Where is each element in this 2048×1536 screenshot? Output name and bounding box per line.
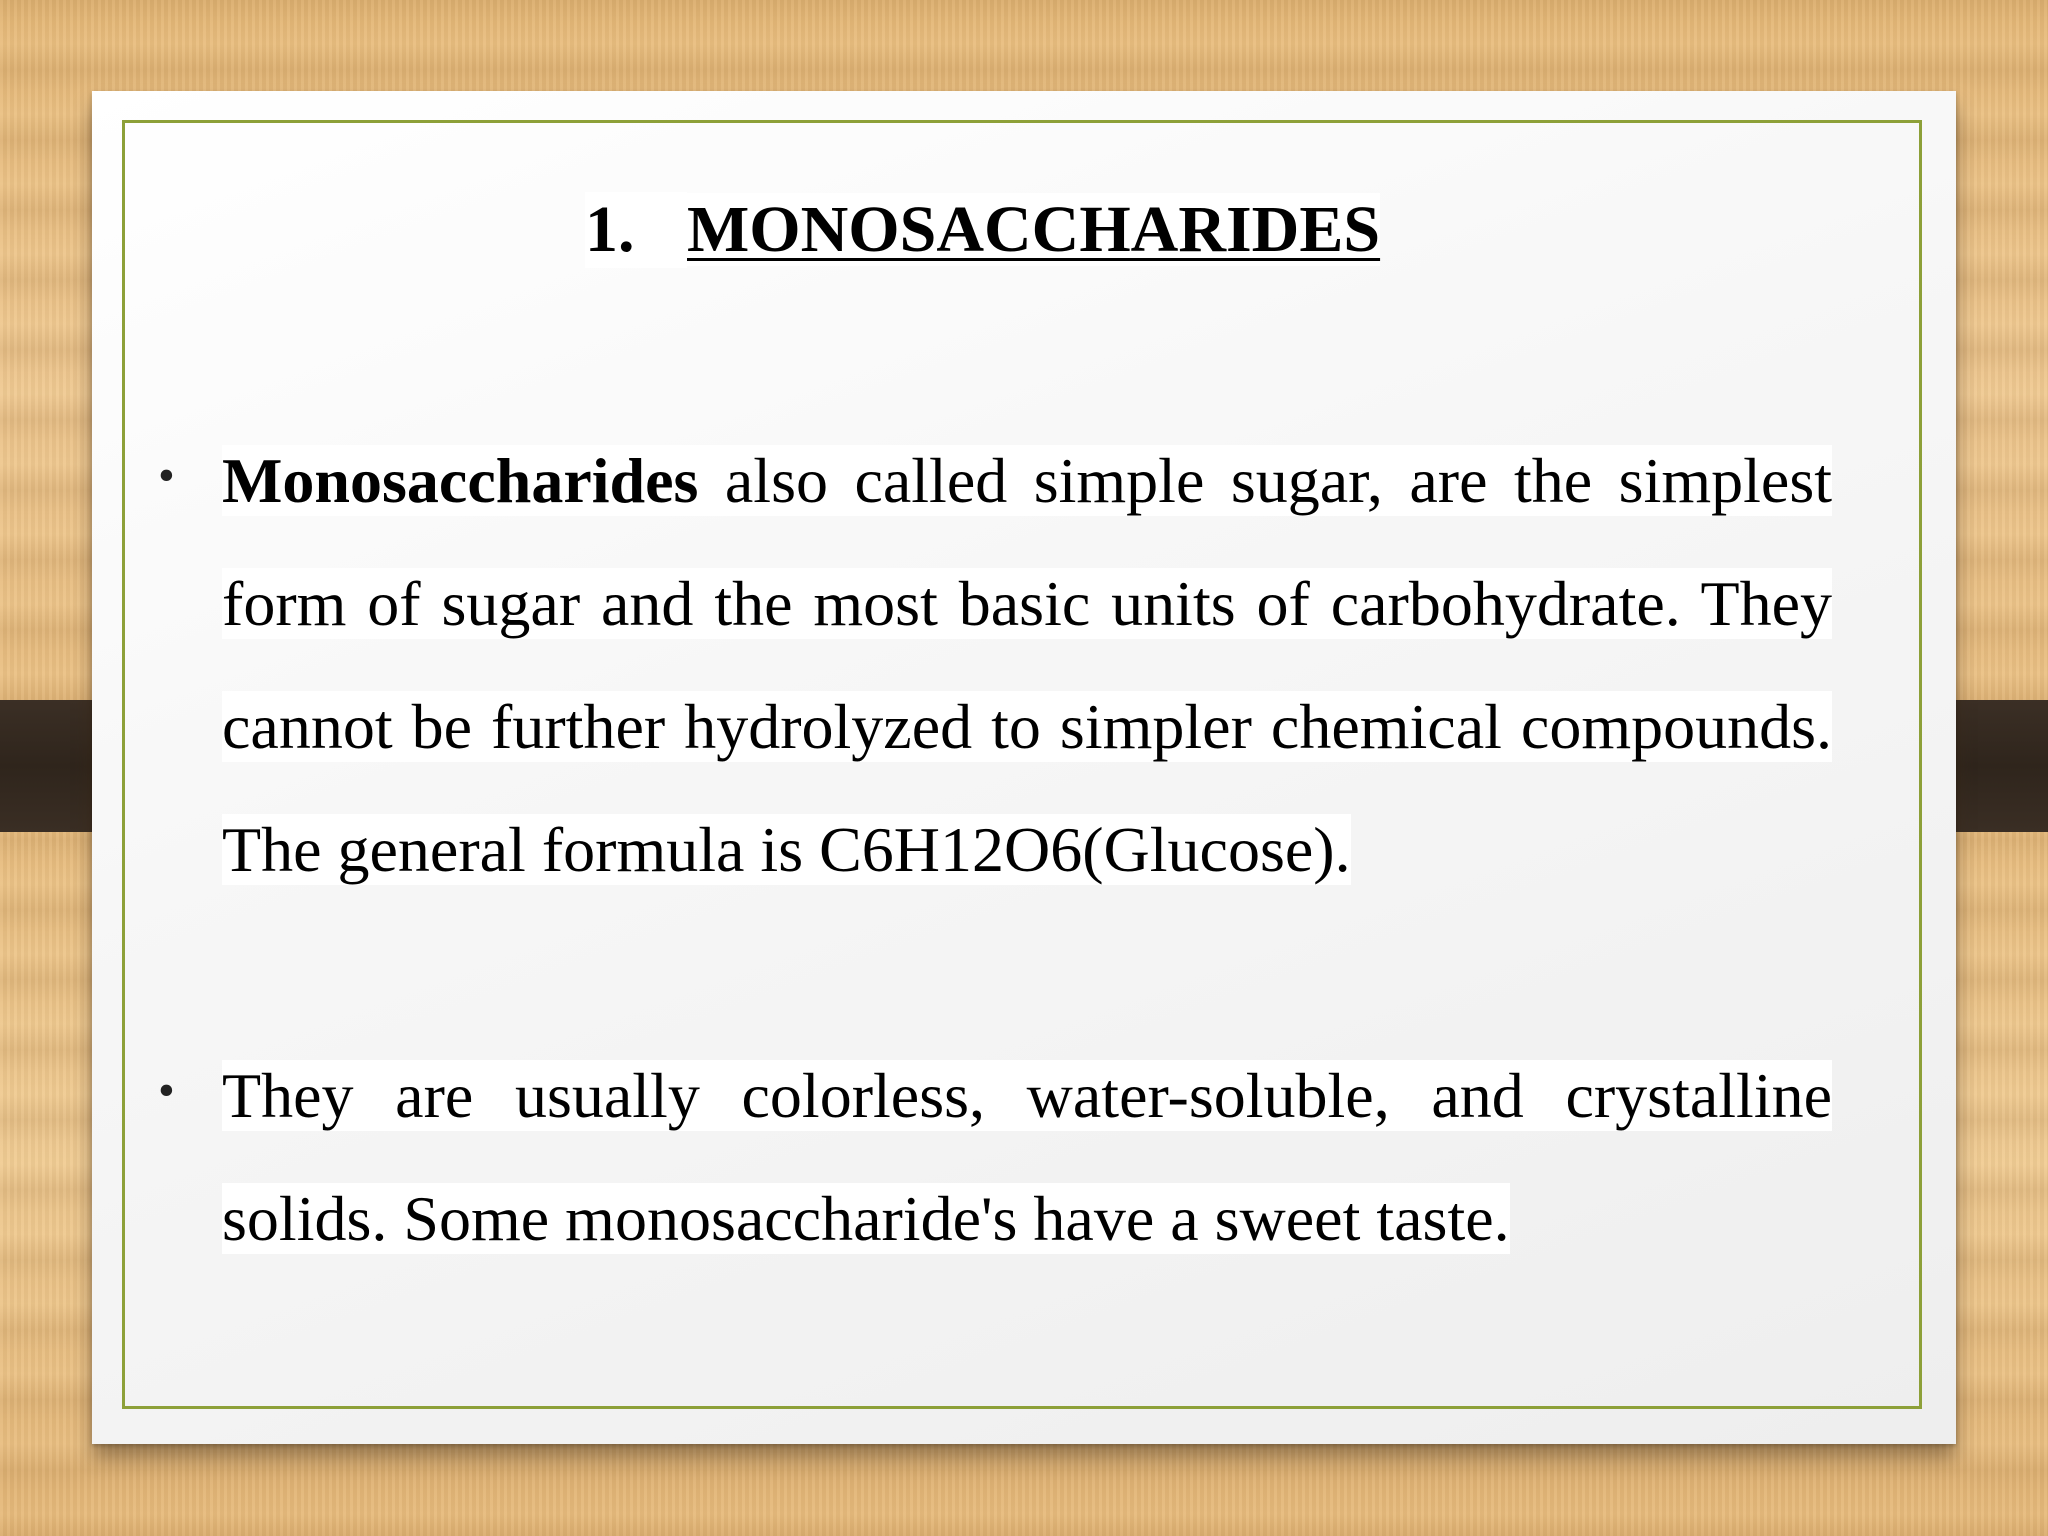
- title-text: MONOSACCHARIDES: [687, 193, 1381, 266]
- bullet-paragraph-2: [222, 1034, 1832, 1280]
- bullet-1-bold-lead: Monosaccharides: [222, 445, 699, 516]
- slide-title: [585, 192, 1380, 268]
- bullet-marker-2: •: [158, 1064, 175, 1117]
- bullet-2-text: They are usually colorless, water-soluble, and crystalline solids. Some monosaccharide's have a sweet taste.: [222, 1060, 1832, 1254]
- title-number: 1.: [585, 192, 687, 268]
- bullet-1-text: also called simple sugar, are the simplest form of sugar and the most basic units of carbohydrate. They cannot be further hydrolyzed to simpler chemical compounds. The general formula is C6H12O6(Glucose).: [222, 445, 1832, 885]
- bullet-marker-1: •: [158, 449, 175, 502]
- bullet-paragraph-1: [222, 419, 1832, 911]
